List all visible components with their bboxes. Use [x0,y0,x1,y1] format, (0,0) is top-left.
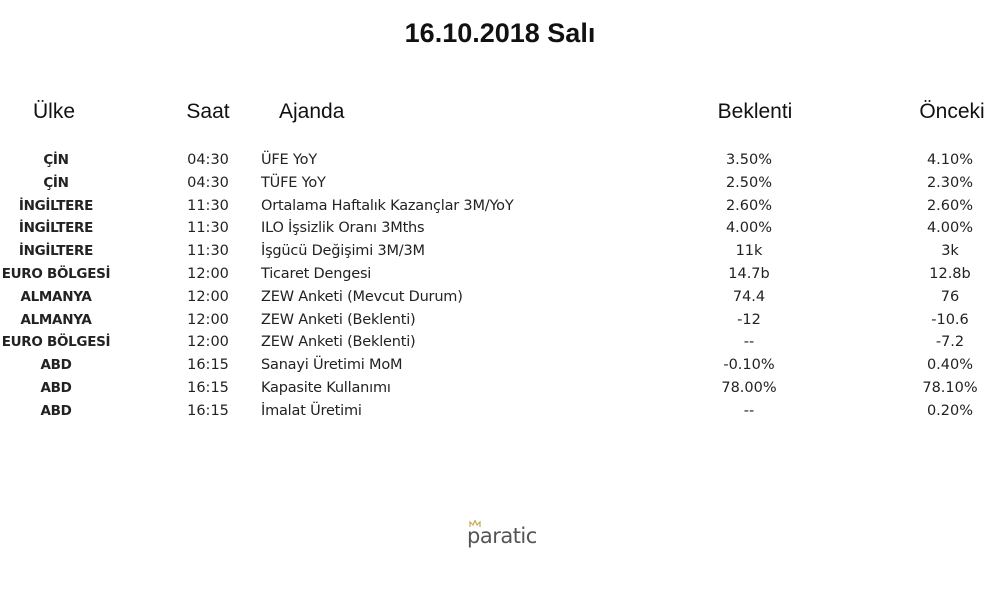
previous-cell: 76 [940,288,960,305]
table-row [0,309,1000,332]
time-cell: 04:30 [187,174,229,191]
agenda-cell: Ticaret Dengesi [261,265,372,282]
expected-cell: -- [743,402,755,419]
agenda-cell: Sanayi Üretimi MoM [261,357,403,374]
previous-cell: 4.10% [926,152,974,168]
table-row [0,400,1000,423]
country-cell: ALMANYA [20,311,92,328]
time-cell: 11:30 [187,243,229,260]
time-cell: 16:15 [187,379,229,396]
header-expected: Beklenti [717,100,793,123]
previous-cell: 0.20% [926,402,974,419]
previous-cell: 3k [941,243,959,260]
expected-cell: -12 [737,311,761,328]
previous-cell: -10.6 [931,311,969,328]
agenda-cell: İşgücü Değişimi 3M/3M [261,243,425,260]
table-row [0,195,1000,218]
expected-cell: 2.60% [725,197,773,214]
agenda-cell: TÜFE YoY [261,174,326,191]
agenda-cell: Kapasite Kullanımı [261,379,391,396]
expected-cell: 2.50% [725,174,773,191]
time-cell: 12:00 [187,265,229,282]
previous-cell: 12.8b [929,265,971,282]
agenda-cell: ÜFE YoY [261,152,317,168]
agenda-cell: ZEW Anketi (Beklenti) [261,334,416,351]
country-cell: İNGİLTERE [18,197,94,214]
country-cell: İNGİLTERE [18,243,94,260]
agenda-cell: Ortalama Haftalık Kazançlar 3M/YoY [261,197,514,214]
expected-cell: 4.00% [725,220,773,237]
header-previous: Önceki [919,100,985,123]
country-cell: ABD [40,402,72,419]
country-cell: EURO BÖLGESİ [1,334,111,351]
table-row [0,354,1000,377]
expected-cell: 11k [735,243,763,260]
country-cell: ÇİN [43,174,69,191]
table-row [0,172,1000,195]
agenda-cell: ZEW Anketi (Mevcut Durum) [261,288,463,305]
country-cell: ABD [40,379,72,396]
calendar-table [0,149,1000,423]
previous-cell: 4.00% [926,220,974,237]
time-cell: 04:30 [187,152,229,168]
country-cell: İNGİLTERE [18,220,94,237]
country-cell: ABD [40,357,72,374]
expected-cell: -0.10% [723,357,775,374]
expected-cell: 74.4 [732,288,766,305]
table-row [0,263,1000,286]
time-cell: 12:00 [187,311,229,328]
previous-cell: 78.10% [922,379,978,396]
country-cell: EURO BÖLGESİ [1,265,111,282]
page-title: 16.10.2018 Salı [404,18,596,48]
previous-cell: 2.60% [926,197,974,214]
time-cell: 12:00 [187,334,229,351]
header-agenda: Ajanda [279,100,345,123]
agenda-cell: ILO İşsizlik Oranı 3Mths [261,220,425,237]
table-row [0,286,1000,309]
time-cell: 16:15 [187,357,229,374]
expected-cell: 78.00% [721,379,777,396]
expected-cell: 3.50% [725,152,773,168]
header-time: Saat [186,100,230,123]
time-cell: 16:15 [187,402,229,419]
table-row [0,149,1000,172]
header-country: Ülke [32,100,76,123]
country-cell: ALMANYA [20,288,92,305]
previous-cell: -7.2 [935,334,965,351]
expected-cell: -- [743,334,755,351]
table-row [0,217,1000,240]
previous-cell: 2.30% [926,174,974,191]
country-cell: ÇİN [43,152,69,168]
agenda-cell: İmalat Üretimi [261,402,362,419]
agenda-cell: ZEW Anketi (Beklenti) [261,311,416,328]
table-row [0,377,1000,400]
time-cell: 11:30 [187,197,229,214]
paratic-logo [467,520,547,552]
logo-text: paratic [467,524,537,548]
time-cell: 11:30 [187,220,229,237]
time-cell: 12:00 [187,288,229,305]
table-row [0,240,1000,263]
table-row [0,331,1000,354]
previous-cell: 0.40% [926,357,974,374]
expected-cell: 14.7b [728,265,770,282]
